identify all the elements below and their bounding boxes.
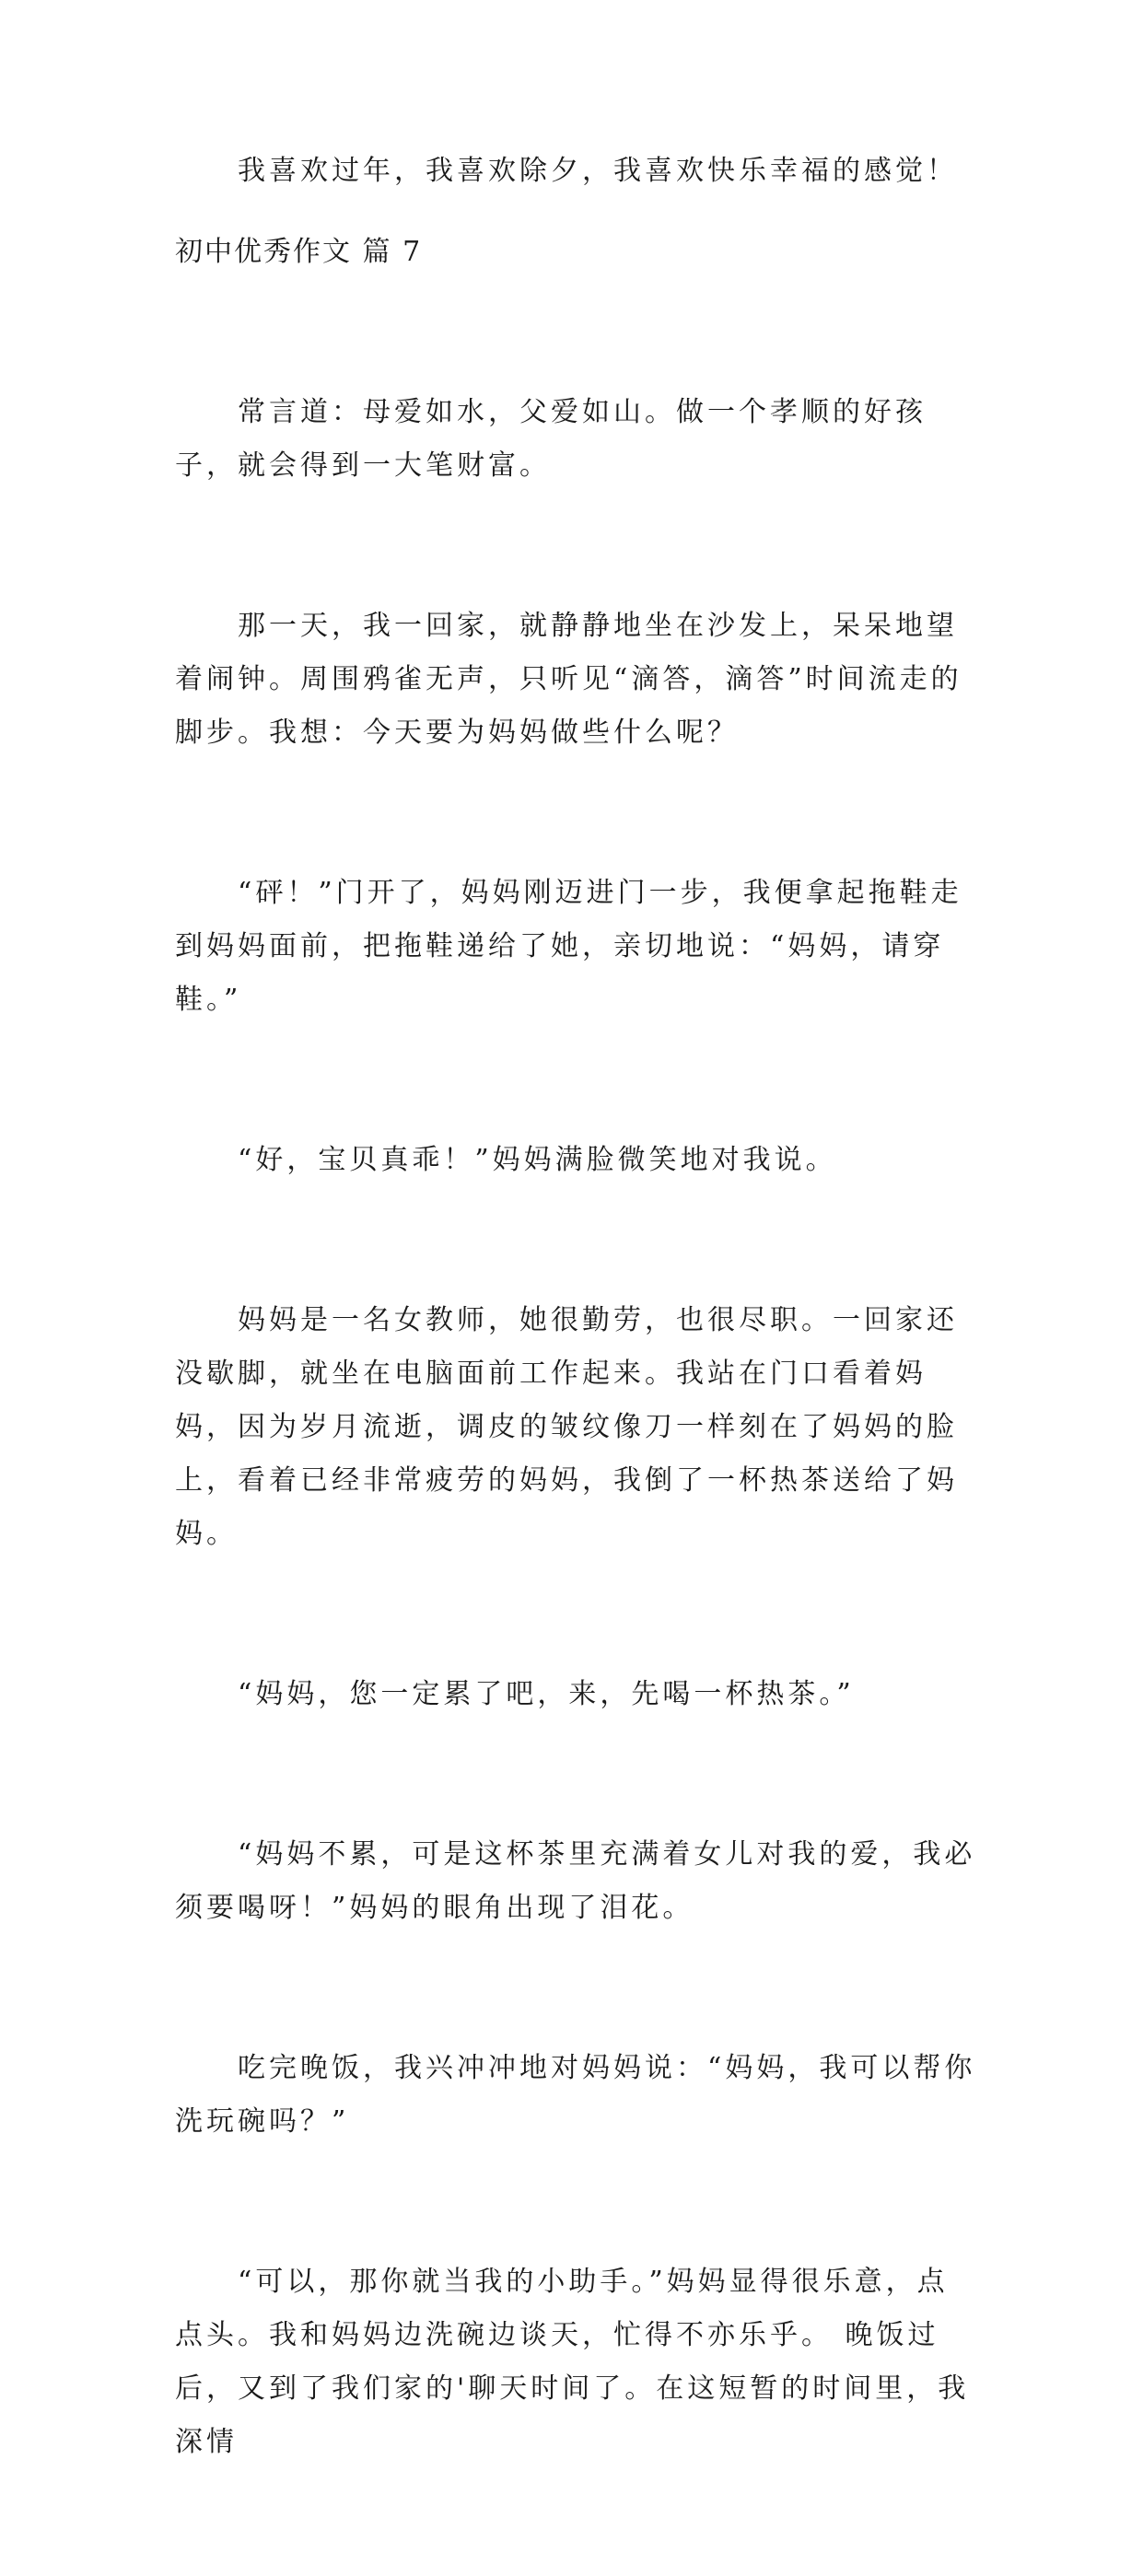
paragraph-3: “砰！”门开了，妈妈刚迈进门一步，我便拿起拖鞋走到妈妈面前，把拖鞋递给了她，亲切地说：“妈妈，请穿鞋。”	[175, 877, 962, 1016]
paragraph-6: “妈妈，您一定累了吧，来，先喝一杯热茶。”	[238, 1678, 855, 1710]
paragraph-8: 吃完晚饭，我兴冲冲地对妈妈说：“妈妈，我可以帮你洗玩碗吗？”	[175, 2052, 976, 2138]
essay-body	[175, 279, 978, 2576]
intro-paragraph: 我喜欢过年，我喜欢除夕，我喜欢快乐幸福的感觉！	[238, 155, 958, 187]
paragraph-2: 那一天，我一回家，就静静地坐在沙发上，呆呆地望着闹钟。周围鸦雀无声，只听见“滴答，滴答”时间流走的脚步。我想：今天要为妈妈做些什么呢？	[175, 610, 962, 749]
paragraph-4: “好，宝贝真乖！”妈妈满脸微笑地对我说。	[238, 1144, 837, 1176]
paragraph-1: 常言道：母爱如水，父爱如山。做一个孝顺的好孩子，就会得到一大笔财富。	[175, 396, 927, 482]
paragraph-5: 妈妈是一名女教师，她很勤劳，也很尽职。一回家还没歇脚，就坐在电脑面前工作起来。我站在门口看着妈妈，因为岁月流逝，调皮的皱纹像刀一样刻在了妈妈的脸上，看着已经非常疲劳的妈妈，我倒了一杯热茶送给了妈妈。	[175, 1304, 958, 1550]
section-heading: 初中优秀作文 篇 7	[175, 236, 423, 268]
paragraph-7: “妈妈不累，可是这杯茶里充满着女儿对我的爱，我必须要喝呀！”妈妈的眼角出现了泪花。	[175, 1838, 976, 1924]
paragraph-9: “可以，那你就当我的小助手。”妈妈显得很乐意，点点头。我和妈妈边洗碗边谈天，忙得不亦乐乎。 晚饭过后，又到了我们家的'聊天时间了。在这短暂的时间里，我深情	[175, 2266, 970, 2458]
